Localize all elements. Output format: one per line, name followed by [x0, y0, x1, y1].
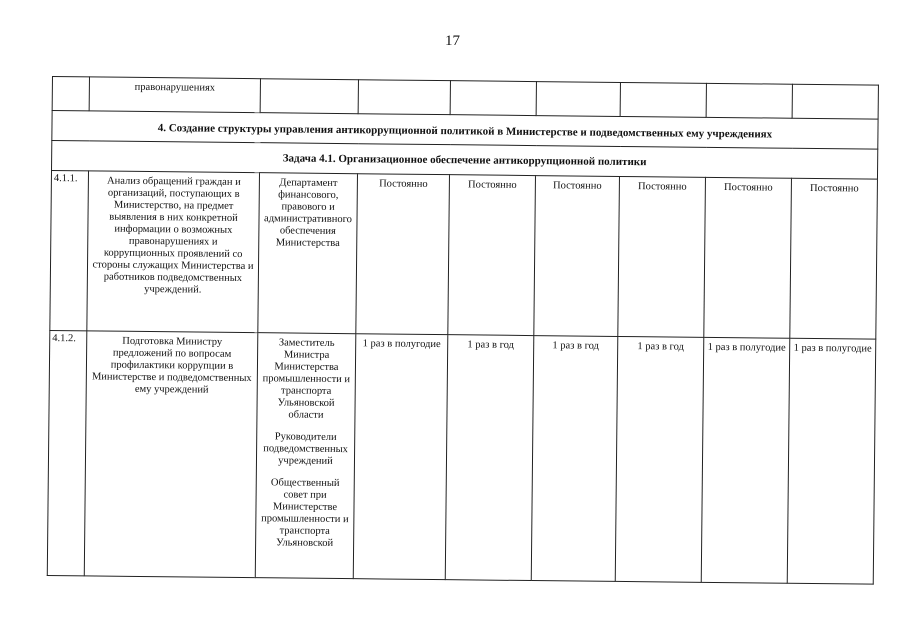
row-period: 1 раз в полугодие — [787, 338, 876, 584]
table-row — [47, 330, 876, 584]
measures-table-sheet — [47, 76, 879, 585]
row-responsible — [258, 173, 358, 334]
responsible-item: Заместитель Министра Министерства промышленности и транспорта Ульяновской области — [262, 337, 351, 421]
measures-table — [47, 76, 879, 585]
cell-period — [620, 82, 706, 117]
row-number: 4.1.2. — [47, 330, 87, 575]
row-period: Постоянно — [356, 174, 450, 335]
cell-responsible — [260, 79, 358, 114]
cell-period — [792, 84, 878, 119]
row-period: Постоянно — [704, 177, 792, 338]
row-period: 1 раз в год — [445, 335, 534, 581]
responsible-item: Департамент финансового, правового и административного обеспечения Министерства — [264, 177, 352, 250]
row-responsible — [255, 333, 356, 579]
cell-period — [536, 82, 620, 117]
cell-period — [450, 81, 536, 116]
row-task: Подготовка Министру предложений по вопросам профилактики коррупции в Министерстве и подведомственных ему учреждений — [84, 331, 258, 578]
cell-period — [706, 83, 792, 118]
cell-task-continuation: правонарушениях — [89, 77, 260, 113]
cell-num — [52, 77, 89, 111]
row-number: 4.1.1. — [50, 171, 89, 331]
row-period: 1 раз в полугодие — [353, 334, 448, 580]
row-period: Постоянно — [790, 178, 878, 339]
cell-period — [358, 80, 450, 115]
task-heading: Задача 4.1. Организационное обеспечение антикоррупционной политики — [52, 141, 878, 180]
row-period: 1 раз в год — [615, 336, 704, 582]
row-period: Постоянно — [448, 175, 536, 336]
row-period: Постоянно — [618, 176, 706, 337]
responsible-item: Общественный совет при Министерстве промышленности и транспорта Ульяновской — [261, 477, 349, 549]
table-row — [50, 171, 878, 340]
section-heading: 4. Создание структуры управления антикоррупционной политикой в Министерстве и подведомственных ему учреждениях — [52, 111, 878, 150]
page-number: 17 — [445, 33, 460, 49]
responsible-item: Руководители подведомственных учреждений — [263, 431, 349, 467]
row-period: 1 раз в полугодие — [701, 337, 790, 583]
row-period: 1 раз в год — [531, 336, 618, 582]
row-task: Анализ обращений граждан и организаций, поступающих в Министерство, на предмет выявления в них конкретной информации о возможных правонарушениях и коррупционных проявлений со стороны служащих Министерства и работников подведомственных учреждений. — [87, 171, 260, 333]
row-period: Постоянно — [534, 176, 620, 337]
